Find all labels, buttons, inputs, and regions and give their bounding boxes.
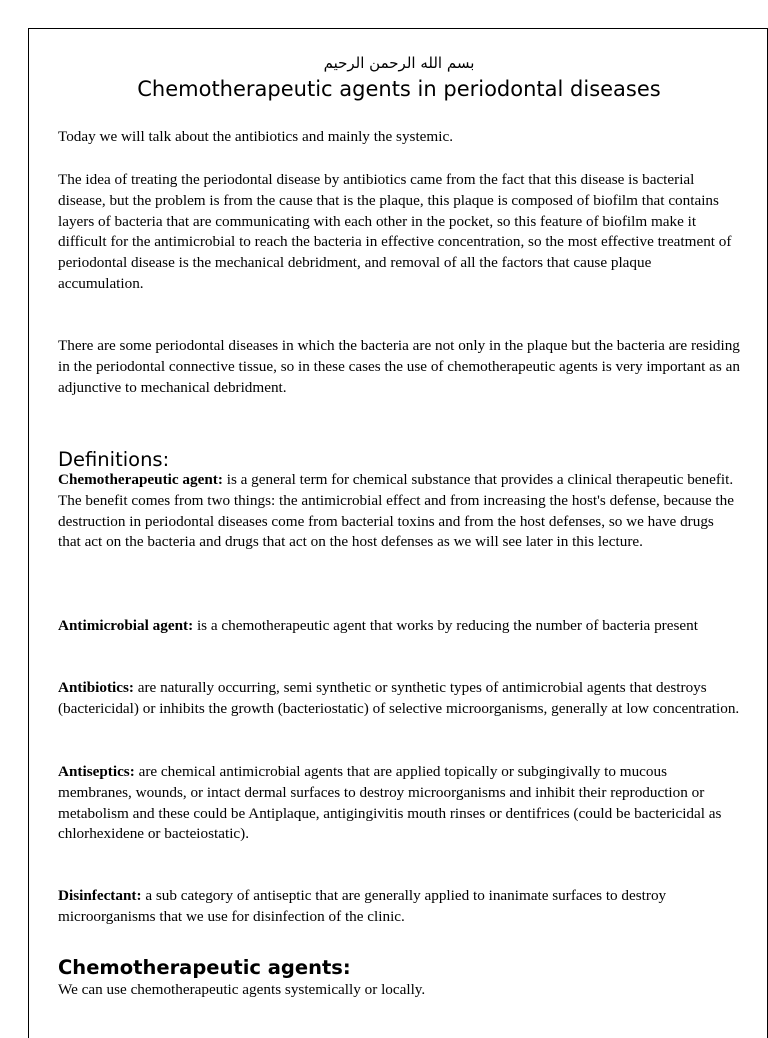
document-title: Chemotherapeutic agents in periodontal diseases — [137, 77, 661, 101]
definition-text: a sub category of antiseptic that are generally applied to inanimate surfaces to destroy microorganisms that we use for disinfection of the clinic. — [58, 887, 667, 925]
definition-term: Antibiotics: — [58, 679, 134, 696]
definition-text: is a general term for chemical substance that provides a clinical therapeutic benefit. — [222, 471, 734, 488]
definition-text: are naturally occurring, semi synthetic or synthetic types of antimicrobial agents that destroys (bactericidal) or inhibits the growth (bacteriostatic) of selective microorganisms, generally at low concentration. — [58, 679, 740, 717]
definition-term: Antimicrobial agent: — [58, 617, 194, 634]
definition-text: is a chemotherapeutic agent that works by reducing the number of bacteria present — [193, 617, 698, 634]
document-page — [28, 28, 768, 1038]
definition-antibiotics — [58, 678, 740, 720]
definitions-heading: Definitions: — [58, 448, 170, 471]
definition-chemotherapeutic-agent — [58, 470, 740, 553]
chemotherapeutic-agents-heading: Chemotherapeutic agents: — [58, 956, 351, 979]
chemotherapeutic-agents-paragraph: We can use chemotherapeutic agents systemically or locally. — [58, 981, 426, 998]
definition-antiseptics — [58, 762, 740, 845]
intro-paragraph-1: Today we will talk about the antibiotics and mainly the systemic. — [58, 128, 453, 145]
bismillah-line: بسم الله الرحمن الرحيم — [323, 54, 475, 72]
definition-antimicrobial-agent — [58, 616, 740, 637]
definition-term: Disinfectant: — [58, 887, 142, 904]
definition-term: Chemotherapeutic agent: — [58, 471, 223, 488]
intro-paragraph-3: There are some periodontal diseases in which the bacteria are not only in the plaque but the bacteria are residing in the periodontal connective tissue, so in these cases the use of chemotherapeutic agents is very important as an adjunctive to mechanical debridment. — [58, 337, 740, 396]
intro-paragraph-2: The idea of treating the periodontal disease by antibiotics came from the fact that this disease is bacterial disease, but the problem is from the cause that is the plaque, this plaque is composed of biofilm that contains layers of bacteria that are communicating with each other in the pocket, so this feature of biofilm make it difficult for the antimicrobial to reach the bacteria in effective concentration, so the most effective treatment of periodontal disease is the mechanical debridment, and removal of all the factors that cause plaque accumulation. — [58, 171, 732, 292]
definition-text: are chemical antimicrobial agents that are applied topically or subgingivally to mucous membranes, wounds, or intact dermal surfaces to destroy microorganisms and inhibit their reproduction or metabolism and these could be Antiplaque, antigingivitis mouth rinses or dentifrices (could be bactericidal as chlorhexidene or bacteiostatic). — [58, 763, 722, 843]
definition-text-continued: The benefit comes from two things: the antimicrobial effect and from increasing the host's defense, because the destruction in periodontal diseases come from bacterial toxins and from the host defenses, so we have drugs that act on the bacteria and drugs that act on the host defenses as we will see later in this lecture. — [58, 491, 734, 551]
definition-disinfectant — [58, 886, 740, 928]
definition-term: Antiseptics: — [58, 763, 135, 780]
